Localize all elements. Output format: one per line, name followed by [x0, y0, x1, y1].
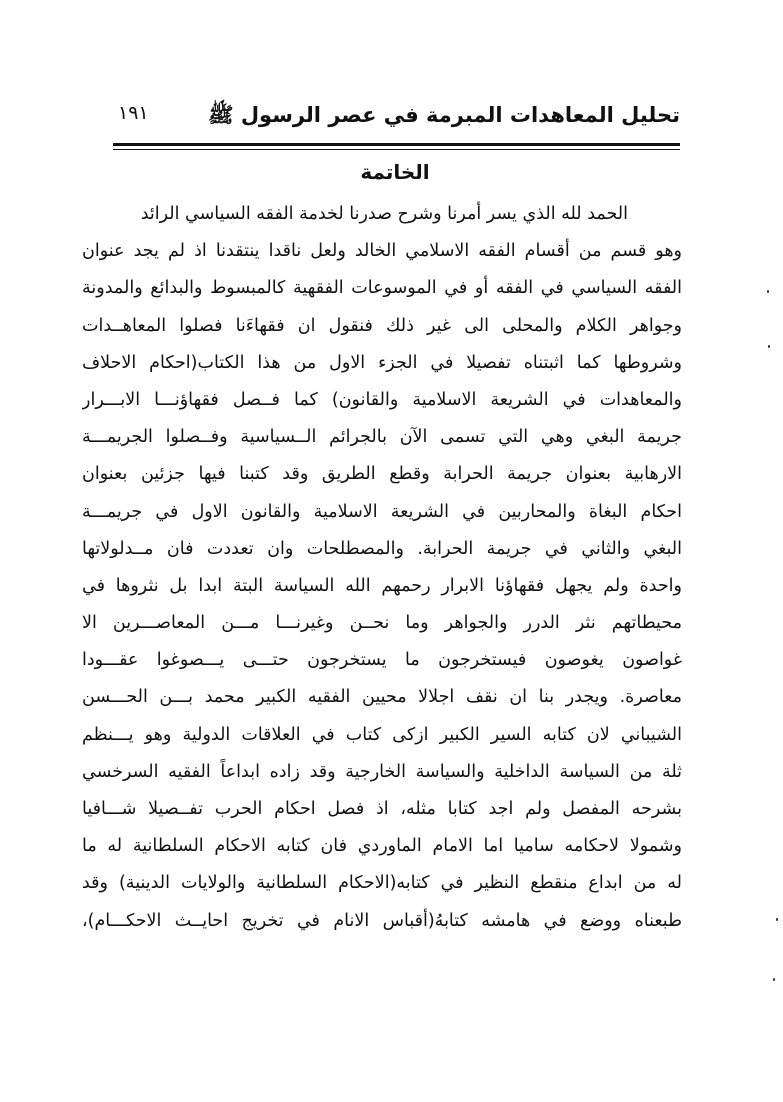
text-line: بشرحه المفصل ولم اجد كتابا مثله، اذ فصل احكام الحرب تفــصيلا شـــافيا — [82, 799, 682, 819]
text-line: وشمولا لاحكامه ساميا اما الامام الماوردي فان كتابه الاحكام السلطانية له ما — [82, 836, 682, 857]
text-line: احكام البغاة والمحاربين في الشريعة الاسلامية والقانون الاول في جريمـــة — [82, 501, 682, 522]
text-line: الفقه السياسي في الفقه أو في الموسوعات الفقهية كالمبسوط والبدائع والمدونة — [82, 278, 682, 299]
text-line: ثلة من السياسة الداخلية والسياسة الخارجية وقد زاده ابداعاً الفقيه السرخسي — [82, 761, 682, 782]
header-rule-thin — [113, 149, 680, 150]
text-line: الحمد لله الذي يسر أمرنا وشرح صدرنا لخدمة الفقه السياسي الرائد — [140, 204, 628, 224]
text-line: محيطاتهم نثر الدرر والجواهر وما نحــن وغيرنـــا مـــن المعاصـــرين الا — [82, 613, 682, 634]
book-title: تحليل المعاهدات المبرمة في عصر الرسول ﷺ — [208, 103, 680, 127]
scan-speck — [768, 345, 770, 348]
text-line: معاصرة. ويجدر بنا ان نقف اجلالا محيين الفقيه الكبير محمد بـــن الحـــسن — [82, 687, 682, 708]
scan-speck — [776, 918, 778, 921]
text-line: البغي والثاني في جريمة الحرابة. والمصطلحات وان تعددت فان مــدلولاتها — [82, 538, 682, 559]
running-header — [110, 100, 680, 134]
text-line: الشيباني لان كتابه السير الكبير ازكى كتاب في العلاقات الدولية وهو يـــنظم — [82, 724, 682, 745]
scan-speck — [773, 978, 775, 981]
text-line: وجواهر الكلام والمحلى الى غير ذلك فنقول ان فقهاءَنا فصلوا المعاهــدات — [82, 315, 682, 336]
text-line: له من ابداع منقطع النظير في كتابه(الاحكام السلطانية والولايات الدينية) وقد — [82, 873, 682, 894]
text-line: طبعناه ووضع في هامشه كتابهُ(أقباس الانام في تخريج احايــث الاحكـــام)، — [82, 910, 682, 931]
text-line: وشروطها كما اثبتناه تفصيلا في الجزء الاول من هذا الكتاب(احكام الاحلاف — [82, 352, 682, 373]
header-rule-thick — [113, 143, 680, 146]
text-line: جريمة البغي وهي التي تسمى الآن بالجرائم الــسياسية وفــصلوا الجريمـــة — [82, 427, 682, 448]
text-line: غواصون يغوصون فيستخرجون ما يستخرجون حتـــى يـــصوغوا عقـــودا — [82, 650, 682, 671]
scan-speck — [767, 290, 769, 293]
section-heading: الخاتمة — [360, 160, 430, 184]
text-line: الارهابية بعنوان جريمة الحرابة وقطع الطريق وقد كتبنا فيها جزئين بعنوان — [82, 464, 682, 485]
text-line: وهو قسم من أقسام الفقه الاسلامي الخالد ولعل ناقدا ينتقدنا اذ لم يجد عنوان — [82, 241, 682, 262]
text-line: واحدة ولم يجهل فقهاؤنا الابرار رحمهم الله السياسة البتة ابدا بل نثروها في — [82, 575, 682, 596]
text-line: والمعاهدات في الشريعة الاسلامية والقانون) كما فــصل فقهاؤنـــا الابـــرار — [82, 389, 682, 410]
body-text — [82, 196, 682, 940]
page-number: ١٩١ — [118, 102, 149, 124]
